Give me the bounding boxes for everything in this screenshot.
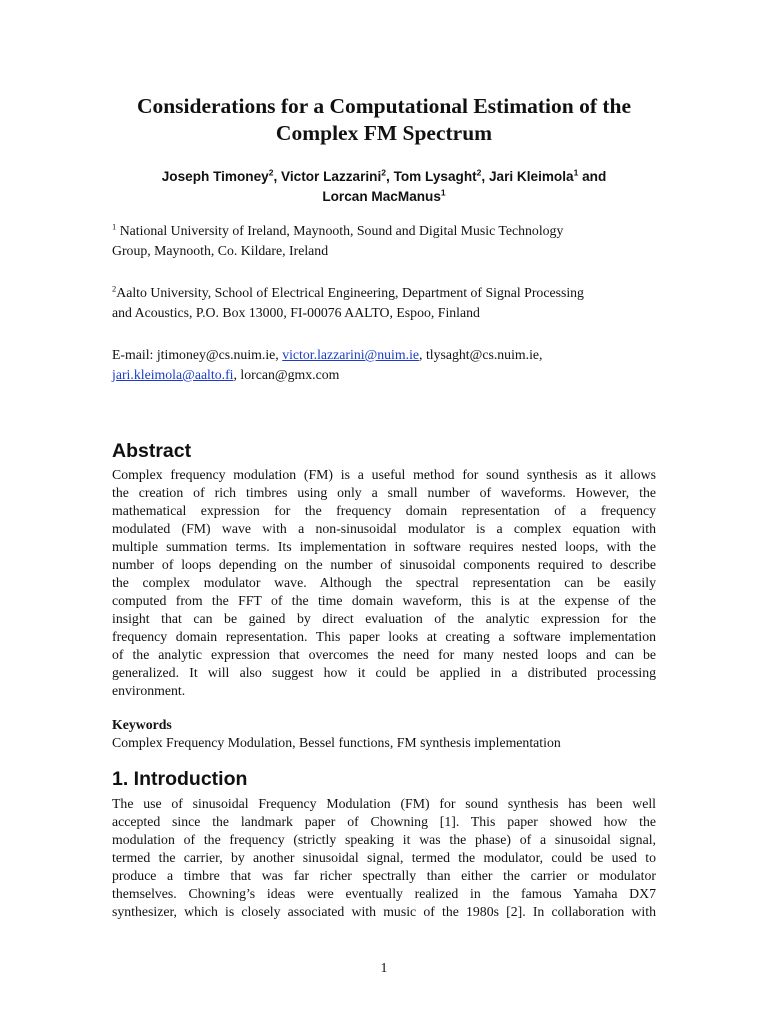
author-name: Tom Lysaght (393, 169, 477, 184)
keywords-heading: Keywords (112, 717, 172, 732)
email-prefix: E-mail: jtimoney@cs.nuim.ie, (112, 347, 279, 362)
abstract-line: multiple summation terms. Its implementation in software requires nested loops, with the (112, 539, 656, 554)
introduction-heading: 1. Introduction (112, 768, 248, 790)
author-name: Lorcan MacManus (322, 189, 441, 204)
abstract-line: Complex frequency modulation (FM) is a useful method for sound synthesis as it allows (112, 467, 656, 482)
abstract-line: frequency domain representation. This paper looks at creating a software implementation (112, 629, 656, 644)
introduction-line: themselves. Chowning’s ideas were eventually realized in the famous Yamaha DX7 (112, 886, 656, 901)
author-name: Jari Kleimola (488, 169, 574, 184)
introduction-line: accepted since the landmark paper of Chowning [1]. This paper showed how the (112, 814, 656, 829)
affiliation-line: Aalto University, School of Electrical Engineering, Department of Signal Processing (116, 285, 584, 300)
abstract-line: generalized. It will also suggest how it could be applied in a distributed processing (112, 665, 656, 680)
author-affiliation-mark: 1 (440, 187, 446, 198)
introduction-body (112, 795, 656, 921)
title-line: Complex FM Spectrum (275, 121, 493, 145)
abstract-line: the creation of rich timbres using only a small number of waveforms. However, the (112, 485, 656, 500)
paper-title (112, 93, 656, 147)
author-affiliation-mark: 1 (573, 167, 579, 178)
affiliation-mark: 2 (112, 283, 117, 294)
affiliation-2 (112, 283, 656, 323)
author-conjunction: and (582, 169, 607, 184)
introduction-line: synthesizer, which is closely associated with music of the 1980s [2]. In collaboration with (112, 904, 656, 919)
abstract-line: of the analytic expression that overcomes the need for many nested loops and can be (112, 647, 656, 662)
introduction-line: modulation of the frequency (strictly speaking it was the phase) of a sinusoidal signal, (112, 832, 656, 847)
title-line: Considerations for a Computational Estimation of the (136, 94, 632, 118)
email-suffix: , lorcan@gmx.com (233, 367, 340, 382)
abstract-line: environment. (112, 683, 186, 698)
author-list: Joseph Timoney$^2$, Victor Lazzarini$^2$, Tom Lysaght$^2$, Jari Kleimola$^1$ and Lorcan MacManus$^1$ (161, 167, 607, 204)
author-affiliation-mark: 2 (476, 167, 482, 178)
email-block (112, 345, 656, 385)
affiliation-line: and Acoustics, P.O. Box 13000, FI-00076 AALTO, Espoo, Finland (112, 305, 480, 320)
email-link-kleimola[interactable]: jari.kleimola@aalto.fi (112, 367, 234, 382)
page-number: 1 (380, 960, 388, 975)
email-link-lazzarini[interactable]: victor.lazzarini@nuim.ie (282, 347, 420, 362)
email-mid: , tlysaght@cs.nuim.ie, (419, 347, 543, 362)
introduction-line: The use of sinusoidal Frequency Modulation (FM) for sound synthesis has been well (112, 796, 656, 811)
abstract-body (112, 466, 656, 700)
abstract-line: the complex modulator wave. Although the spectral representation can be easily (112, 575, 656, 590)
abstract-line: computed from the FFT of the time domain waveform, this is at the expense of the (112, 593, 656, 608)
affiliation-line: Group, Maynooth, Co. Kildare, Ireland (112, 243, 329, 258)
affiliation-line: National University of Ireland, Maynooth, Sound and Digital Music Technology (119, 223, 564, 238)
author-name: Joseph Timoney (161, 169, 269, 184)
abstract-line: modulated (FM) wave with a non-sinusoidal modulator is a complex equation with (112, 521, 656, 536)
introduction-line: termed the carrier, by another sinusoidal signal, termed the modulator, could be used to (112, 850, 656, 865)
author-name: Victor Lazzarini (281, 169, 382, 184)
abstract-line: insight that can be gained by direct evaluation of the analytic expression for the (112, 611, 656, 626)
affiliation-1 (112, 221, 656, 261)
author-affiliation-mark: 2 (268, 167, 274, 178)
abstract-heading: Abstract (112, 440, 192, 462)
affiliation-mark: 1 (112, 221, 117, 232)
abstract-line: mathematical expression for the frequency domain representation of a frequency (112, 503, 656, 518)
keywords-text: Complex Frequency Modulation, Bessel functions, FM synthesis implementation (112, 735, 561, 750)
author-affiliation-mark: 2 (381, 167, 387, 178)
introduction-line: produce a timbre that was far richer spectrally than either the carrier or modulator (112, 868, 656, 883)
abstract-line: number of loops depending on the number of sinusoidal components required to describe (112, 557, 656, 572)
